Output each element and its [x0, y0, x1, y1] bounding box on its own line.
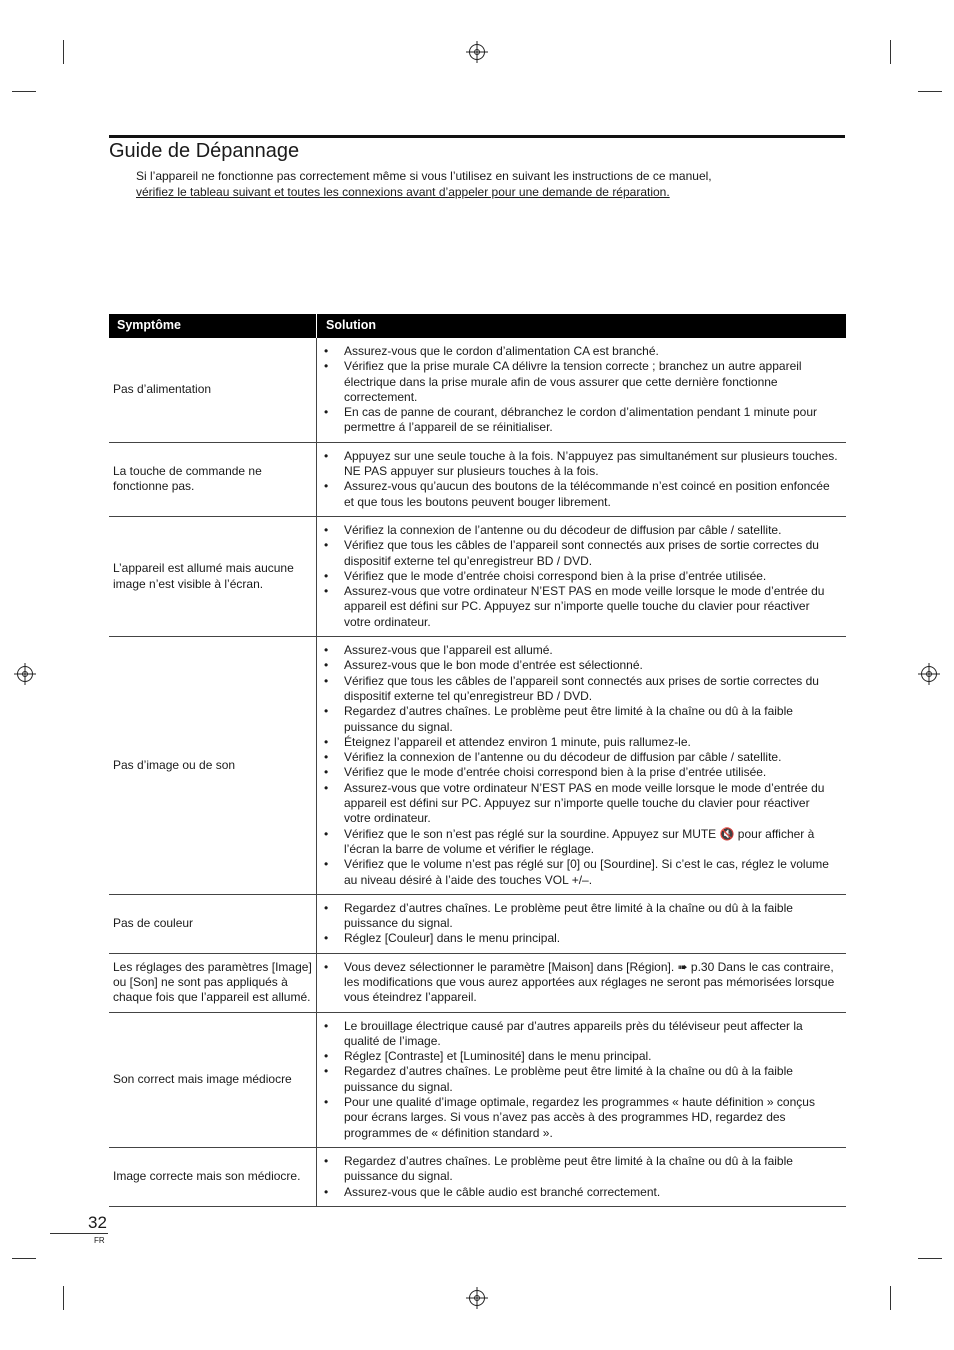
symptom-cell: L’appareil est allumé mais aucune image n’est visible à l’écran. [109, 516, 317, 636]
solution-cell [317, 516, 847, 636]
solution-item: • Vérifiez que le volume n’est pas réglé sur [0] ou [Sourdine]. Si c’est le cas, réglez le volume au niveau désiré à l’aide des touches VOL +/–. [344, 857, 838, 888]
table-row [109, 637, 846, 895]
intro-underlined-text: vérifiez le tableau suivant et toutes les connexions avant d’appeler pour une demande de réparation. [136, 185, 670, 199]
crop-mark [918, 91, 942, 92]
solution-item: • En cas de panne de courant, débranchez le cordon d’alimentation pendant 1 minute pour permettre á l’appareil de se réinitialiser. [344, 405, 838, 436]
solution-cell [317, 894, 847, 953]
solution-item: • Vérifiez que le son n’est pas réglé sur la sourdine. Appuyez sur MUTE 🔇 pour afficher à l’écran la barre de volume et vérifier le réglage. [344, 827, 838, 858]
solution-item: • Vous devez sélectionner le paramètre [Maison] dans [Région]. ➠ p.30 Dans le cas contraire, les modifications que vous aurez apportées aux réglages ne seront pas mémorisées lorsque vous éteindrez l’appareil. [344, 960, 838, 1006]
solution-cell [317, 637, 847, 895]
solution-item: • Vérifiez que le mode d’entrée choisi correspond bien à la prise d’entrée utilisée. [344, 569, 838, 584]
symptom-header: Symptôme [109, 314, 317, 338]
solution-list [317, 1019, 838, 1141]
solution-item: • Regardez d’autres chaînes. Le problème peut être limité à la chaîne ou dû à la faible puissance du signal. [344, 1154, 838, 1185]
solution-item: • Réglez [Couleur] dans le menu principal. [344, 931, 838, 946]
solution-item: • Regardez d’autres chaînes. Le problème peut être limité à la chaîne ou dû à la faible puissance du signal. [344, 1064, 838, 1095]
solution-item: • Réglez [Contraste] et [Luminosité] dans le menu principal. [344, 1049, 838, 1064]
solution-list [317, 1154, 838, 1200]
title-rule [109, 135, 845, 138]
solution-cell [317, 442, 847, 516]
solution-item: • Vérifiez que la prise murale CA délivre la tension correcte ; branchez un autre appareil électrique dans la prise murale afin de vous assurer que cette dernière fonctionne correctement. [344, 359, 838, 405]
crop-mark [890, 40, 891, 64]
solution-item: • Assurez-vous que l’appareil est allumé. [344, 643, 838, 658]
page-number: 32 [88, 1213, 107, 1232]
solution-item: • Pour une qualité d’image optimale, regardez les programmes « haute définition » conçus pour écrans larges. Si vous n’avez pas accès à des programmes HD, regardez des programmes de « définition standard ». [344, 1095, 838, 1141]
solution-item: • Assurez-vous qu’aucun des boutons de la télécommande n’est coincé en position enfoncée et que tous les boutons peuvent bouger librement. [344, 479, 838, 510]
symptom-cell: La touche de commande ne fonctionne pas. [109, 442, 317, 516]
solution-item: • Vérifiez que tous les câbles de l’appareil sont connectés aux prises de sortie correctes du dispositif externe tel qu’enregistreur BD / DVD. [344, 674, 838, 705]
solution-item: • Éteignez l’appareil et attendez environ 1 minute, puis rallumez-le. [344, 735, 838, 750]
language-code: FR [94, 1236, 105, 1245]
registration-mark-icon [469, 1290, 485, 1306]
table-row [109, 516, 846, 636]
table-row [109, 953, 846, 1012]
symptom-cell: Les réglages des paramètres [Image] ou [Son] ne sont pas appliqués à chaque fois que l’appareil est allumé. [109, 953, 317, 1012]
solution-list [317, 449, 838, 510]
solution-item: • Assurez-vous que votre ordinateur N’EST PAS en mode veille lorsque le mode d’entrée du appareil est défini sur PC. Appuyez sur n’importe quelle touche du clavier pour réactiver votre ordinateur. [344, 584, 838, 630]
crop-mark [63, 1286, 64, 1310]
symptom-cell: Pas d’image ou de son [109, 637, 317, 895]
crop-mark [918, 1258, 942, 1259]
troubleshooting-table [109, 314, 846, 1207]
table-row [109, 338, 846, 442]
solution-item: • Vérifiez la connexion de l’antenne ou du décodeur de diffusion par câble / satellite. [344, 523, 838, 538]
solution-item: • Assurez-vous que le câble audio est branché correctement. [344, 1185, 838, 1200]
registration-mark-icon [921, 666, 937, 682]
crop-mark [63, 40, 64, 64]
intro-paragraph [136, 168, 856, 200]
solution-list [317, 344, 838, 436]
symptom-cell: Pas d’alimentation [109, 338, 317, 442]
solution-item: • Vérifiez que tous les câbles de l’appareil sont connectés aux prises de sortie correctes du dispositif externe tel qu’enregistreur BD / DVD. [344, 538, 838, 569]
crop-mark [12, 91, 36, 92]
intro-text: Si l’appareil ne fonctionne pas correctement même si vous l’utilisez en suivant les instructions de ce manuel, [136, 169, 712, 183]
solution-item: • Regardez d’autres chaînes. Le problème peut être limité à la chaîne ou dû à la faible puissance du signal. [344, 901, 838, 932]
table-row [109, 1147, 846, 1206]
solution-cell [317, 338, 847, 442]
table-body [109, 338, 846, 1206]
registration-mark-icon [469, 44, 485, 60]
symptom-cell: Pas de couleur [109, 894, 317, 953]
solution-item: • Assurez-vous que le bon mode d’entrée est sélectionné. [344, 658, 838, 673]
solution-header: Solution [317, 314, 847, 338]
solution-list [317, 643, 838, 888]
solution-list [317, 901, 838, 947]
table-row [109, 894, 846, 953]
table-row [109, 442, 846, 516]
solution-list [317, 523, 838, 630]
solution-item: • Vérifiez que le mode d’entrée choisi correspond bien à la prise d’entrée utilisée. [344, 765, 838, 780]
table-row [109, 1012, 846, 1147]
solution-list [317, 960, 838, 1006]
solution-item: • Vérifiez la connexion de l’antenne ou du décodeur de diffusion par câble / satellite. [344, 750, 838, 765]
solution-cell [317, 953, 847, 1012]
solution-item: • Le brouillage électrique causé par d’autres appareils près du téléviseur peut affecter la qualité de l’image. [344, 1019, 838, 1050]
solution-cell [317, 1012, 847, 1147]
page-number-rule [50, 1233, 108, 1234]
page-title: Guide de Dépannage [109, 140, 300, 162]
table-header-row [109, 314, 846, 338]
solution-item: • Assurez-vous que votre ordinateur N’EST PAS en mode veille lorsque le mode d’entrée du appareil est défini sur PC. Appuyez sur n’importe quelle touche du clavier pour réactiver votre ordinateur. [344, 781, 838, 827]
solution-item: • Regardez d’autres chaînes. Le problème peut être limité à la chaîne ou dû à la faible puissance du signal. [344, 704, 838, 735]
solution-cell [317, 1147, 847, 1206]
solution-item: • Assurez-vous que le cordon d’alimentation CA est branché. [344, 344, 838, 359]
symptom-cell: Image correcte mais son médiocre. [109, 1147, 317, 1206]
symptom-cell: Son correct mais image médiocre [109, 1012, 317, 1147]
solution-item: • Appuyez sur une seule touche à la fois. N’appuyez pas simultanément sur plusieurs touches. NE PAS appuyer sur plusieurs touches à la fois. [344, 449, 838, 480]
registration-mark-icon [17, 666, 33, 682]
crop-mark [890, 1286, 891, 1310]
crop-mark [12, 1258, 36, 1259]
